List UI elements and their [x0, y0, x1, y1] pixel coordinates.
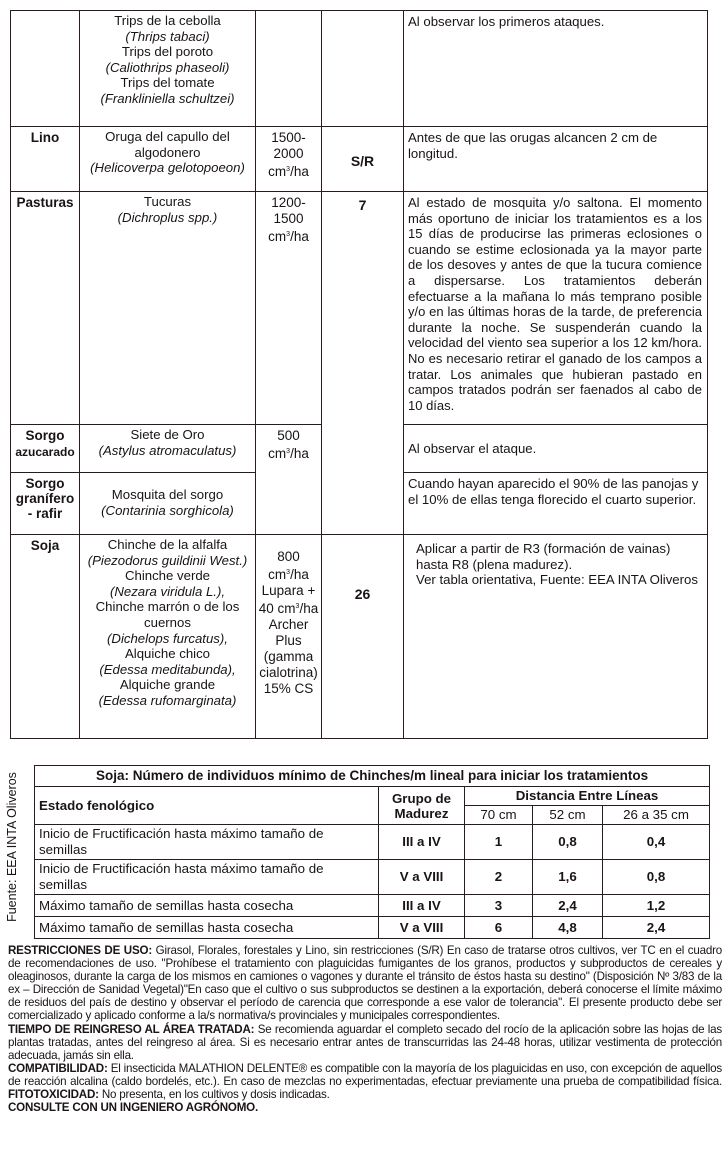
table-row — [35, 917, 710, 939]
column-header-estado: Estado fenológico — [35, 787, 379, 825]
pest-common-name: Chinche verde — [124, 568, 211, 584]
pest-cell — [80, 473, 256, 535]
crop-variety: azucarado — [15, 444, 75, 459]
crop-cell — [11, 425, 80, 473]
value-cell: 4,8 — [533, 917, 603, 939]
restricciones-text: Girasol, Florales, forestales y Lino, sin restricciones (S/R) En caso de tratarse otros cultivos, ver TC en el cuadro de recomendaciones de uso. "Prohíbese el tratamiento con plaguicidas fumigantes de los granos, productos y subproductos de cereales y oleaginosos, durante la carga de los mismos en camiones o vagones y durante el tránsito de éstos hasta su destino" (Disposición Nº 3/83 de la ex – Dirección de Sanidad Vegetal)"En caso que el cultivo o sus subproductos se destinen a la exportación, deberá conocerse el límite máximo de residuos del país de destino y observar el período de carencia que corresponde a ese valor de tolerancia". El presente producto debe ser comercializado y aplicado conforme a la/s normativa/s provinciales y municipales correspondientes. — [8, 944, 722, 1023]
compatibilidad-text: El insecticida MALATHION DELENTE® es compatible con la mayoría de los plaguicidas en uso, con excepción de aquellos de reacción alcalina (caldo bordelés, etc.). En caso de mezclas no experimentadas, efectuar previamente una prueba de compatibilidad física. — [8, 1061, 722, 1088]
pest-common-name: Trips del tomate — [120, 75, 215, 91]
pest-common-name: Chinche de la alfalfa — [107, 537, 228, 552]
pest-scientific-name: (Frankliniella schultzei) — [100, 90, 235, 106]
value-cell: 3 — [465, 895, 533, 917]
dose-unit: /ha — [290, 446, 309, 461]
dose-exponent: 3 — [286, 166, 291, 173]
estado-cell: Inicio de Fructificación hasta máximo tamaño de semillas — [35, 860, 379, 895]
table-row — [11, 535, 708, 739]
pest-scientific-name: (Nezara viridula L.), — [109, 583, 226, 599]
dose-value: 500 cm — [268, 428, 300, 461]
dose-cell — [256, 11, 322, 127]
grupo-cell: III a IV — [379, 825, 465, 860]
table-row — [11, 192, 708, 425]
pest-scientific-name: (Thrips tabaci) — [125, 28, 210, 44]
pest-cell — [80, 127, 256, 192]
pest-cell — [80, 535, 256, 739]
table-row — [35, 895, 710, 917]
dose-exponent: 3 — [286, 231, 291, 238]
waiting-period-cell — [322, 11, 404, 127]
crop-cell: Soja — [11, 535, 80, 739]
estado-cell: Máximo tamaño de semillas hasta cosecha — [35, 895, 379, 917]
reingreso-paragraph — [8, 1023, 722, 1062]
pest-scientific-name: (Edessa rufomarginata) — [98, 692, 237, 708]
application-timing-cell: Al observar el ataque. — [404, 425, 708, 473]
source-label-text: Fuente: EEA INTA Oliveros — [5, 772, 19, 922]
pest-common-name: Chinche marrón o de los cuernos — [95, 599, 240, 630]
dose-unit: /ha — [290, 164, 309, 179]
fitotoxicidad-text: No presenta, en los cultivos y dosis indicadas. — [98, 1088, 330, 1102]
dose-value: 1500-2000 cm — [268, 130, 306, 179]
pest-common-name: Oruga del capullo del algodonero — [105, 129, 230, 160]
dose-unit: /ha Lupara + 40 cm — [258, 567, 316, 616]
pest-common-name: Siete de Oro — [130, 427, 205, 442]
table-title-row — [35, 766, 710, 787]
usage-notes — [8, 944, 722, 1114]
column-header-distancia: Distancia Entre Líneas — [465, 787, 710, 806]
crop-name: Sorgo — [25, 428, 65, 443]
pest-common-name: Mosquita del sorgo — [111, 486, 224, 502]
application-timing-cell: Antes de que las orugas alcancen 2 cm de longitud. — [404, 127, 708, 192]
column-header-grupo: Grupo de Madurez — [379, 787, 465, 825]
dose-cell — [256, 192, 322, 425]
reingreso-label: TIEMPO DE REINGRESO AL ÁREA TRATADA: — [8, 1022, 255, 1036]
pest-scientific-name: (Contarinia sorghicola) — [101, 502, 234, 518]
table-row — [11, 127, 708, 192]
pest-scientific-name: (Caliothrips phaseoli) — [105, 59, 230, 75]
waiting-period-cell: 26 — [322, 535, 404, 739]
value-cell: 1,6 — [533, 860, 603, 895]
compatibilidad-paragraph — [8, 1062, 722, 1101]
pest-scientific-name: (Astylus atromaculatus) — [98, 442, 237, 458]
column-header-70cm: 70 cm — [465, 806, 533, 825]
value-cell: 2,4 — [533, 895, 603, 917]
pest-common-name: Tucuras — [143, 194, 192, 209]
timing-line: Ver tabla orientativa, Fuente: EEA INTA Oliveros — [416, 572, 698, 588]
consulte-paragraph — [8, 1101, 722, 1114]
pest-cell — [80, 192, 256, 425]
value-cell: 1 — [465, 825, 533, 860]
pest-scientific-name: (Dichroplus spp.) — [117, 209, 218, 225]
application-timing-cell — [404, 535, 708, 739]
dose-cell — [256, 535, 322, 739]
fitotoxicidad-label: FITOTOXICIDAD: — [8, 1088, 99, 1102]
waiting-period-cell: S/R — [322, 127, 404, 192]
value-cell: 0,4 — [603, 825, 710, 860]
recommendations-table — [10, 10, 708, 739]
pest-common-name: Alquiche chico — [124, 646, 211, 662]
table-row — [35, 825, 710, 860]
grupo-cell: III a IV — [379, 895, 465, 917]
pest-scientific-name: (Dichelops furcatus), — [107, 630, 228, 646]
dose-exponent: 3 — [295, 603, 300, 610]
application-timing-cell: Al estado de mosquita y/o saltona. El momento más oportuno de iniciar los tratamientos es a los 15 días de producirse las primeras eclosiones o cuando se estime eclosionada ya la mayor parte de los desoves y antes de que la tucura comience a dispersarse. Los tratamientos deberán efectuarse a la mañana lo más temprano posible y/o en las últimas horas de la tarde, de preferencia durante la noche. Se suspenderán cuando la velocidad del viento sea superior a los 12 km/hora. No es necesario retirar el ganado de los campos a tratar. Los animales que hubieran pastado en campos tratados podrán ser faenados al cabo de 10 días. — [404, 192, 708, 425]
pest-cell — [80, 11, 256, 127]
dose-cell — [256, 127, 322, 192]
restricciones-label: RESTRICCIONES DE USO: — [8, 944, 152, 957]
pest-cell — [80, 425, 256, 473]
column-header-52cm: 52 cm — [533, 806, 603, 825]
crop-cell: Pasturas — [11, 192, 80, 425]
pest-common-name: Trips de la cebolla — [114, 13, 221, 28]
estado-cell: Máximo tamaño de semillas hasta cosecha — [35, 917, 379, 939]
timing-line: Aplicar a partir de R3 (formación de vainas) hasta R8 (plena madurez). — [416, 541, 671, 572]
application-timing-cell: Cuando hayan aparecido el 90% de las panojas y el 10% de ellas tenga florecido el cuarto superior. — [404, 473, 708, 535]
waiting-period-cell: 7 — [322, 192, 404, 535]
value-cell: 2 — [465, 860, 533, 895]
dose-value: 800 cm — [268, 549, 300, 582]
source-label — [4, 764, 20, 930]
pest-common-name: Alquiche grande — [119, 677, 216, 693]
dose-unit: /ha Archer Plus (gamma cialotrina) 15% CS — [259, 601, 319, 696]
grupo-cell: V a VIII — [379, 917, 465, 939]
compatibilidad-label: COMPATIBILIDAD: — [8, 1061, 108, 1075]
application-timing-cell: Al observar los primeros ataques. — [404, 11, 708, 127]
value-cell: 1,2 — [603, 895, 710, 917]
crop-cell: Sorgo granífero - rafir — [11, 473, 80, 535]
table-row — [11, 11, 708, 127]
pest-scientific-name: (Piezodorus guildinii West.) — [87, 552, 248, 568]
crop-cell: Lino — [11, 127, 80, 192]
dose-exponent: 3 — [286, 448, 291, 455]
dose-unit: /ha — [290, 229, 309, 244]
value-cell: 6 — [465, 917, 533, 939]
column-header-26-35cm: 26 a 35 cm — [603, 806, 710, 825]
crop-cell — [11, 11, 80, 127]
consulte-text: CONSULTE CON UN INGENIERO AGRÓNOMO. — [8, 1101, 258, 1115]
table-row — [35, 860, 710, 895]
table-header-row — [35, 787, 710, 806]
table-title: Soja: Número de individuos mínimo de Chinches/m lineal para iniciar los tratamientos — [35, 766, 710, 787]
grupo-cell: V a VIII — [379, 860, 465, 895]
pest-scientific-name: (Edessa meditabunda), — [99, 661, 236, 677]
estado-cell: Inicio de Fructificación hasta máximo tamaño de semillas — [35, 825, 379, 860]
pest-common-name: Trips del poroto — [121, 44, 214, 60]
chinche-threshold-table — [34, 765, 710, 939]
dose-value: 1200-1500 cm — [268, 195, 306, 244]
dose-exponent: 3 — [286, 569, 291, 576]
value-cell: 0,8 — [603, 860, 710, 895]
reingreso-text: Se recomienda aguardar el completo secado del rocío de la aplicación sobre las hojas de las plantas tratadas, antes del reingreso al área. Si es necesario entrar antes de transcurridas las 24-48 horas, utilizar vestimenta de protección adecuada, jamás sin ella. — [8, 1022, 722, 1062]
pest-scientific-name: (Helicoverpa gelotopoeon) — [90, 160, 245, 176]
restricciones-paragraph — [8, 944, 722, 1023]
dose-cell — [256, 425, 322, 535]
value-cell: 0,8 — [533, 825, 603, 860]
value-cell: 2,4 — [603, 917, 710, 939]
